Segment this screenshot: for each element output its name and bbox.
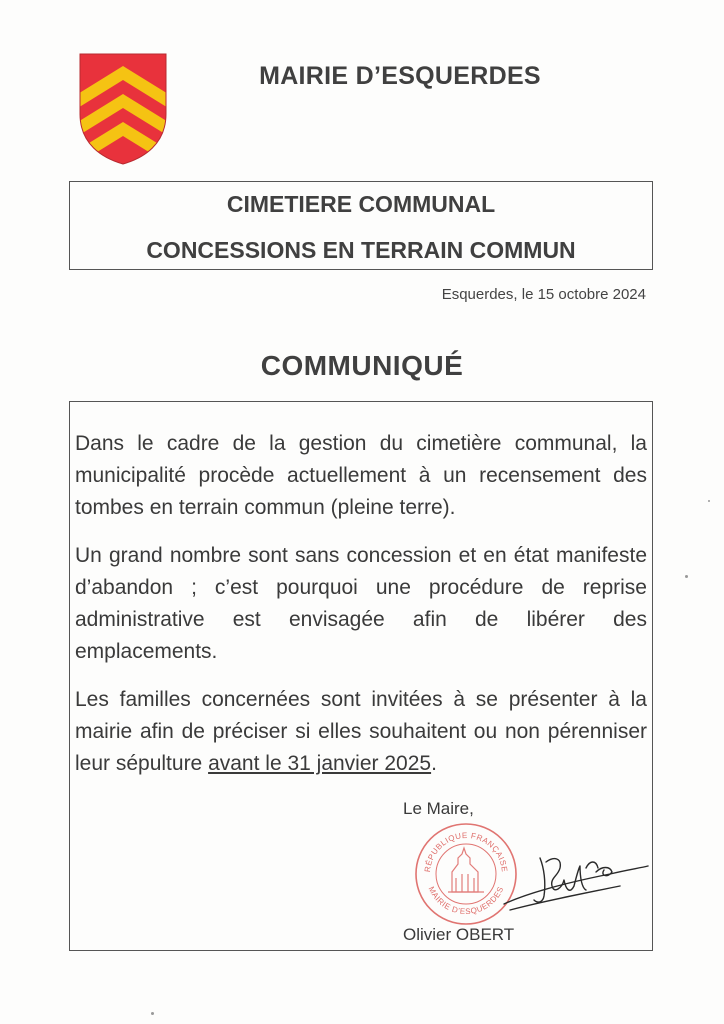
svg-text:RÉPUBLIQUE FRANÇAISE [423, 831, 509, 873]
announcement-body [75, 428, 647, 796]
paragraph-census: Dans le cadre de la gestion du cimetière communal, la municipalité procède actuellement à un recensement des tombes en terrain commun (pleine terre). [75, 432, 647, 519]
title-box [69, 181, 653, 270]
scan-speck [151, 1012, 154, 1015]
paragraph-families-end: . [431, 752, 437, 775]
mayor-signature-icon [500, 838, 650, 918]
title-line-cemetery: CIMETIERE COMMUNAL [226, 191, 496, 217]
mairie-title: MAIRIE D’ESQUERDES [259, 62, 541, 90]
date-line: Esquerdes, le 15 octobre 2024 [441, 286, 646, 303]
svg-text:MAIRIE D’ESQUERDES [427, 885, 506, 916]
paragraph-families-text: Les familles concernées sont invitées à se présenter à la mairie afin de préciser si elles souhaitent ou non pérenniser leur sépulture [75, 688, 647, 775]
scan-speck [708, 500, 710, 502]
paragraph-families [75, 684, 647, 780]
signer-name: Olivier OBERT [403, 925, 515, 944]
coat-of-arms-icon [78, 52, 168, 166]
stamp-text-bottom: MAIRIE D’ESQUERDES [426, 885, 506, 917]
communique-heading: COMMUNIQUÉ [260, 350, 464, 381]
scan-speck [685, 575, 688, 578]
deadline-text: avant le 31 janvier 2025 [208, 752, 432, 775]
stamp-text-top: RÉPUBLIQUE FRANÇAISE [422, 830, 510, 873]
title-line-concessions: CONCESSIONS EN TERRAIN COMMUN [146, 237, 576, 263]
paragraph-procedure: Un grand nombre sont sans concession et en état manifeste d’abandon ; c’est pourquoi une procédure de reprise administrative est envisagée afin de libérer des emplacements. [75, 544, 647, 663]
signoff-text: Le Maire, [403, 799, 474, 818]
